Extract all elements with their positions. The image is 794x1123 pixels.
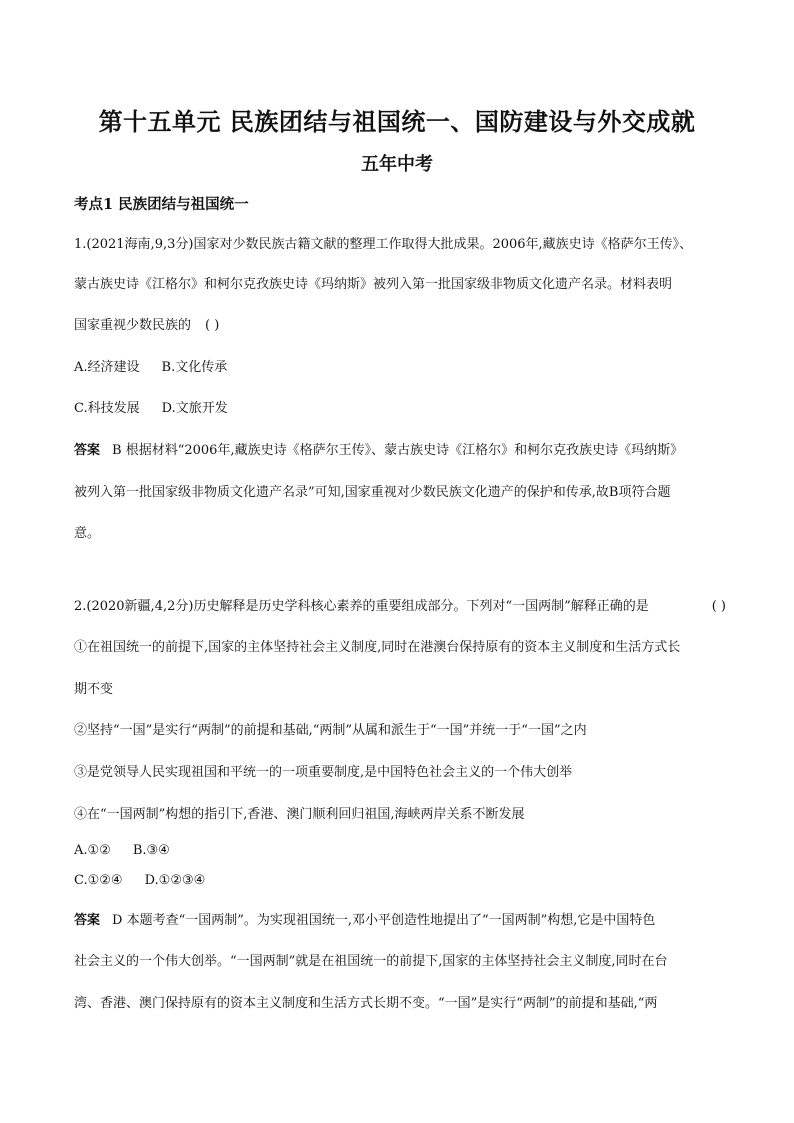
q2-item-3: ③是党领导人民实现祖国和平统一的一项重要制度,是中国特色社会主义的一个伟大创举: [74, 765, 573, 780]
q2-item-4: ④在“一国两制”构想的指引下,香港、澳门顺利回归祖国,海峡两岸关系不断发展: [74, 807, 525, 822]
q1-option-b: B.文化传承: [161, 360, 228, 375]
q2-stem-text: 2.(2020新疆,4,2分)历史解释是历史学科核心素养的重要组成部分。下列对“一国两制”解释正确的是: [74, 599, 649, 614]
unit-title: 第十五单元 民族团结与祖国统一、国防建设与外交成就: [98, 108, 696, 136]
q2-option-a: A.①②: [74, 843, 111, 858]
q1-stem-line-1: 1.(2021海南,9,3分)国家对少数民族古籍文献的整理工作取得大批成果。2006年,藏族史诗《格萨尔王传》、: [74, 237, 693, 252]
q1-answer-label: 答案: [74, 443, 101, 458]
q2-option-c: C.①②④: [74, 873, 123, 888]
q2-options-row-2: [74, 872, 205, 890]
q2-answer-line-2: 社会主义的一个伟大创举。“一国两制”就是在祖国统一的前提下,国家的主体坚持社会主义制度,同时在台: [74, 954, 668, 969]
q2-options-row-1: [74, 842, 170, 860]
q2-answer-line-3: 湾、香港、澳门保持原有的资本主义制度和生活方式长期不变。“一国”是实行“两制”的前提和基础,“两: [74, 996, 658, 1011]
topic-heading: 考点1 民族团结与祖国统一: [74, 196, 249, 213]
q2-item-2: ②坚持“一国”是实行“两制”的前提和基础,“两制”从属和派生于“一国”并统一于“一国”之内: [74, 723, 587, 738]
q1-answer-line-3: 意。: [74, 526, 101, 541]
q2-answer-label: 答案: [74, 913, 101, 928]
q2-item-1-line-1: ①在祖国统一的前提下,国家的主体坚持社会主义制度,同时在港澳台保持原有的资本主义制度和生活方式长: [74, 640, 681, 655]
q1-options-row-1: [74, 359, 227, 377]
q1-stem-line-2: 蒙古族史诗《江格尔》和柯尔克孜族史诗《玛纳斯》被列入第一批国家级非物质文化遗产名录。材料表明: [74, 277, 673, 292]
q1-answer-text-1: B 根据材料“2006年,藏族史诗《格萨尔王传》、蒙古族史诗《江格尔》和柯尔克孜族史诗《玛纳斯》: [112, 443, 684, 458]
q2-option-b: B.③④: [132, 843, 170, 858]
q2-option-d: D.①②③④: [144, 873, 206, 888]
q1-option-a: A.经济建设: [74, 360, 140, 375]
q1-stem-line-3: [74, 317, 219, 335]
q2-stem-line-1: [74, 598, 726, 616]
q1-answer-line-2: 被列入第一批国家级非物质文化遗产名录”可知,国家重视对少数民族文化遗产的保护和传承,故B项符合题: [74, 485, 671, 500]
q2-answer-text-1: D 本题考查“一国两制”。为实现祖国统一,邓小平创造性地提出了“一国两制”构想,它是中国特色: [112, 913, 656, 928]
q2-answer-blank: ( ): [711, 599, 726, 614]
section-subtitle: 五年中考: [361, 154, 433, 175]
q1-option-c: C.科技发展: [74, 401, 140, 416]
q1-answer-line-1: [74, 442, 683, 460]
q1-options-row-2: [74, 400, 228, 418]
q1-answer-blank: ( ): [205, 318, 220, 333]
q2-answer-line-1: [74, 912, 655, 930]
q1-option-d: D.文旅开发: [161, 401, 228, 416]
q2-item-1-line-2: 期不变: [74, 682, 114, 697]
q1-stem-text: 国家重视少数民族的: [74, 318, 192, 333]
